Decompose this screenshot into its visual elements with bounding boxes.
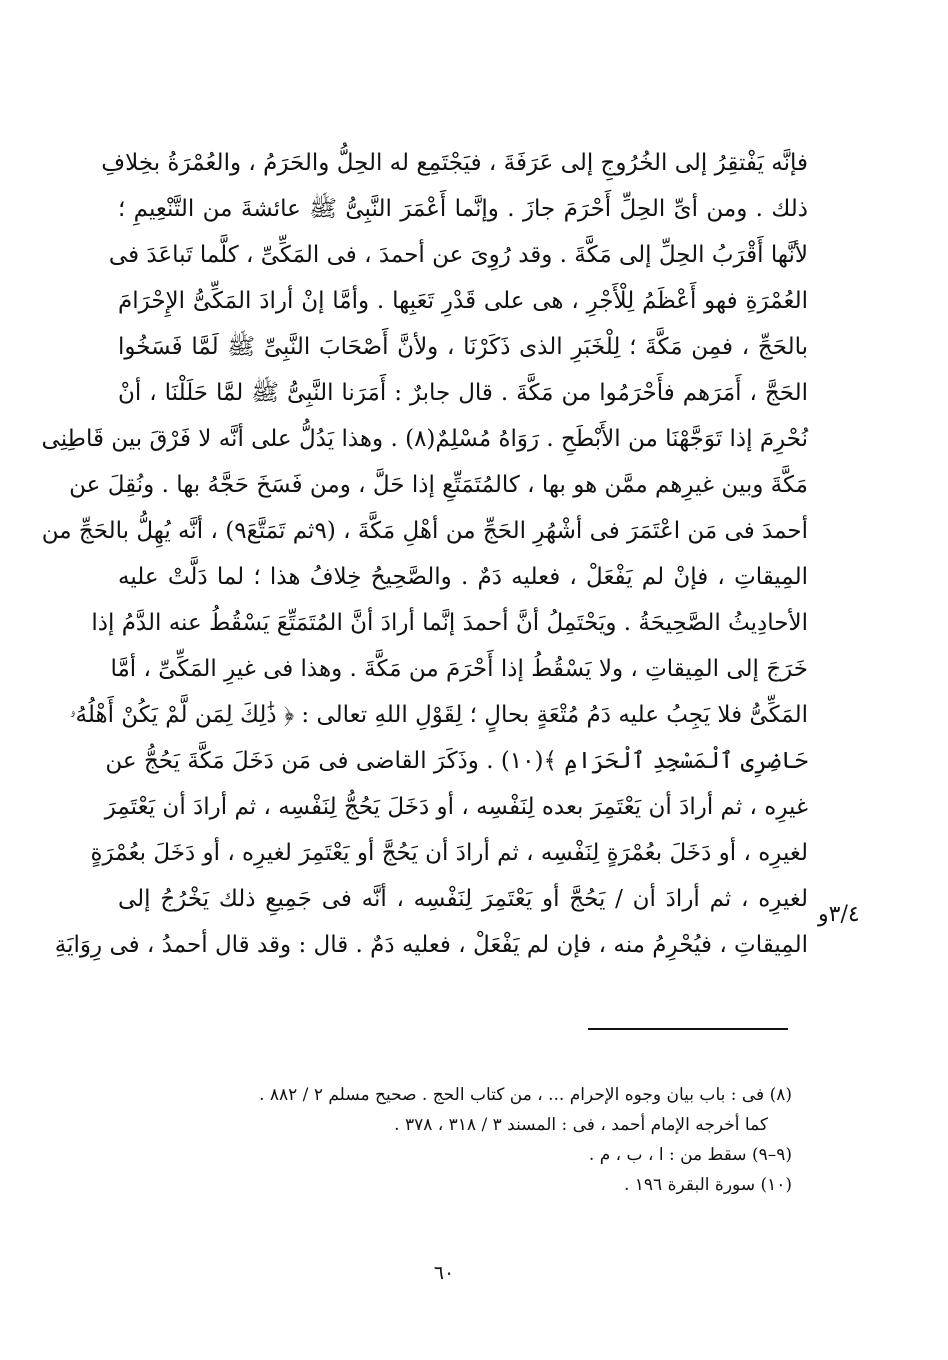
text-line: الحَجَّ ، أَمَرَهم فأَحْرَمُوا من مَكَّةَ . قال جابرٌ : أَمَرَنا النَّبِىُّ ﷺ لمَّا حَلَلْنَا ، أنْ bbox=[118, 380, 808, 406]
footnote-continuation: كما أخرجه الإمام أحمد ، فى : المسند ٣ / ٣١٨ ، ٣٧٨ . bbox=[394, 1115, 768, 1135]
text-line: غيرِه ، ثم أرادَ أن يَعْتَمِرَ بعده لِنَفْسِه ، أو دَخَلَ يَحُجُّ لِنَفْسِه ، ثم أرادَ أن يَعْتَمِرَ bbox=[104, 794, 808, 820]
text-line: المِيقاتِ ، فإنْ لم يَفْعَلْ ، فعليه دَمٌ . والصَّحِيحُ خِلافُ هذا ؛ لما دَلَّتْ عليه bbox=[118, 564, 808, 590]
text-line: لأنَّها أَقْرَبُ الحِلِّ إلى مَكَّةَ . وقد رُوِىَ عن أحمدَ ، فى المَكِّىِّ ، كلَّما تَباعَدَ فى bbox=[108, 242, 808, 268]
text-line: حَاضِرِى ٱلْمَسْجِدِ ٱلْحَرَامِ ﴾(١٠) . وذَكَرَ القاضى فى مَن دَخَلَ مَكَّةَ يَحُجُّ عن bbox=[105, 748, 808, 774]
text-line: بالحَجِّ ، فمِن مَكَّةَ ؛ لِلْخَبَرِ الذى ذَكَرْنَا ، ولأنَّ أَصْحَابَ النَّبِىِّ ﷺ لَمَّا فَسَخُوا bbox=[118, 334, 808, 360]
text-line: مَكَّةَ وبين غيرِهم ممَّن هو بها ، كالمُتَمَتِّعِ إذا حَلَّ ، ومن فَسَخَ حَجَّهُ بها . ونُقِلَ عن bbox=[69, 472, 808, 498]
page-number: ٦٠ bbox=[433, 1262, 455, 1284]
text-line: المِيقاتِ ، فيُحْرِمُ منه ، فإن لم يَفْعَلْ ، فعليه دَمٌ . قال : وقد قال أحمدُ ، فى رِوَايَةِ bbox=[54, 932, 808, 958]
text-line: نُحْرِمَ إذا تَوَجَّهْنَا من الأَبْطَحِ . رَوَاهُ مُسْلِمٌ(٨) . وهذا يَدُلُّ على أنَّه لا فَرْقَ بين قَاطِنِى bbox=[41, 426, 808, 452]
text-line: لغيرِه ، ثم أرادَ أن / يَحُجَّ أو يَعْتَمِرَ لِنَفْسِه ، أنَّه فى جَمِيعِ ذلك يَخْرُجُ إلى bbox=[118, 886, 808, 912]
text-line: العُمْرَةِ فهو أَعْظَمُ لِلْأَجْرِ ، هى على قَدْرِ تَعَبِها . وأمَّا إنْ أرادَ المَكِّىُّ الإِحْرَامَ bbox=[118, 288, 808, 314]
text-line: ذلك . ومن أىِّ الحِلِّ أَحْرَمَ جازَ . وإنَّما أَعْمَرَ النَّبِىُّ ﷺ عائشةَ من التَّنْعِيمِ ؛ bbox=[118, 196, 808, 222]
main-text-block bbox=[41, 140, 808, 968]
footnotes-block bbox=[220, 1080, 792, 1200]
footnote: (٨) فى : باب بيان وجوه الإحرام ... ، من كتاب الحج . صحيح مسلم ٢ / ٨٨٢ . bbox=[259, 1085, 792, 1105]
footnote-separator bbox=[588, 1028, 788, 1030]
text-line: لغيرِه ، أو دَخَلَ بعُمْرَةٍ لِنَفْسِه ، ثم أرادَ أن يَحُجَّ أو يَعْتَمِرَ لغيرِه ، أو دَخَلَ بعُمْرَةٍ bbox=[90, 840, 808, 866]
text-line: خَرَجَ إلى المِيقاتِ ، ولا يَسْقُطُ إذا أَحْرَمَ من مَكَّةَ . وهذا فى غيرِ المَكِّىِّ ، أمَّا bbox=[110, 656, 808, 682]
text-line: فإنَّه يَفْتقِرُ إلى الخُرُوجِ إلى عَرَفَةَ ، فيَجْتَمِع له الحِلُّ والحَرَمُ ، والعُمْرَةُ بخِلافِ bbox=[101, 150, 808, 176]
margin-folio-note: ٣/٤و bbox=[818, 902, 860, 927]
footnote: (١٠) سورة البقرة ١٩٦ . bbox=[623, 1175, 792, 1195]
footnote: (٩–٩) سقط من : ا ، ب ، م . bbox=[588, 1145, 792, 1165]
text-line: المَكِّىُّ فلا يَجِبُ عليه دَمُ مُتْعَةٍ بحالٍ ؛ لِقَوْلِ اللهِ تعالى : ﴿ ذَٰلِكَ لِمَن لَّمْ يَكُنْ أَهْلُهُۥ bbox=[69, 702, 808, 728]
text-line: أحمدَ فى مَن اعْتَمَرَ فى أشْهُرِ الحَجِّ من أهْلِ مَكَّةَ ، (٩ثم تَمَتَّعَ٩) ، أنَّه يُهِلُّ بالحَجِّ من bbox=[41, 518, 808, 544]
text-line: الأحادِيثُ الصَّحِيحَةُ . ويَحْتَمِلُ أنَّ أحمدَ إنَّما أرادَ أنَّ المُتَمَتِّعَ يَسْقُطُ عنه الدَّمُ إذا bbox=[91, 610, 808, 636]
